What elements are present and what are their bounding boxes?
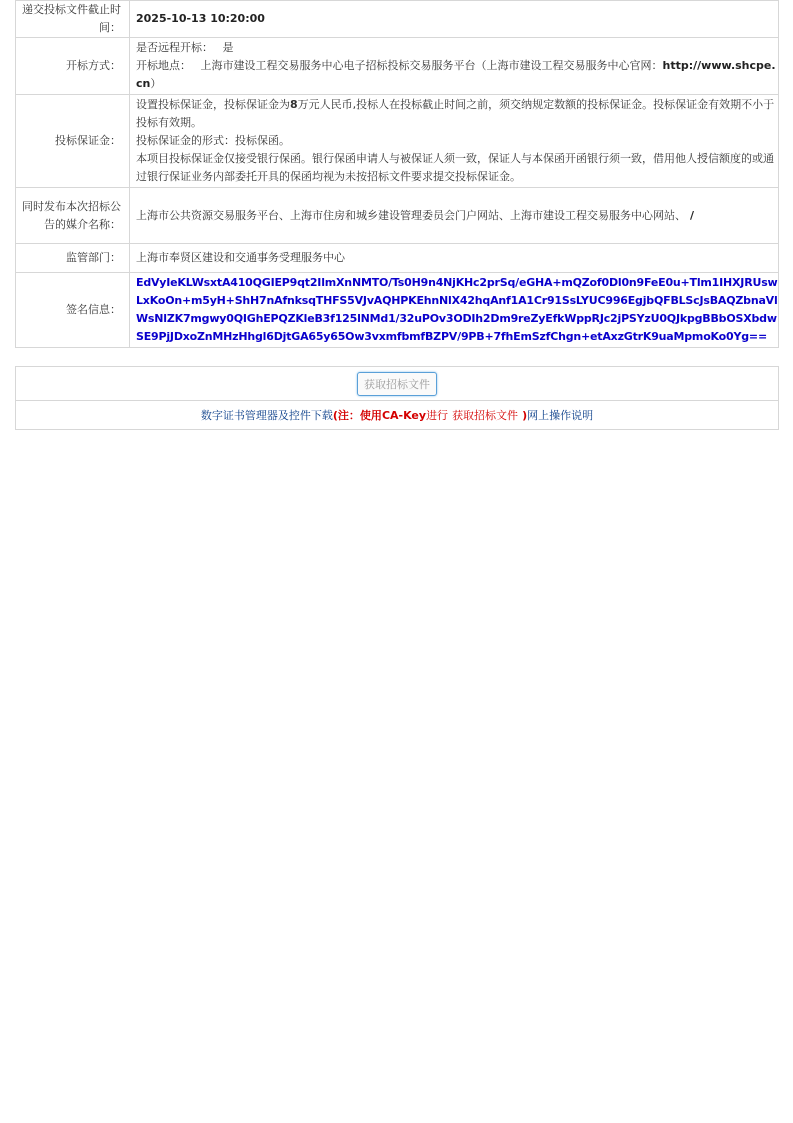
deadline-label: 递交投标文件截止时间： (16, 1, 130, 38)
media-value: 上海市公共资源交易服务平台、上海市住房和城乡建设管理委员会门户网站、上海市建设工程交易服务中心网站、 (136, 208, 686, 222)
signature-label: 签名信息： (16, 273, 130, 348)
supervisor-label: 监管部门： (16, 244, 130, 273)
tender-info-panel (15, 0, 779, 348)
remote-opening-line (136, 39, 778, 57)
note-action: 获取招标文件 (452, 409, 519, 422)
bond-amount: 8 (290, 98, 298, 111)
cert-manager-download-link[interactable]: 数字证书管理器及控件下载 (200, 409, 333, 422)
bond-label: 投标保证金： (16, 95, 130, 188)
supervisor-value: 上海市奉贤区建设和交通事务受理服务中心 (130, 244, 779, 273)
opening-row (16, 38, 779, 95)
remote-opening-value: 是 (222, 41, 234, 54)
download-row (16, 401, 779, 430)
opening-label: 开标方式： (16, 38, 130, 95)
online-guide-link[interactable]: 网上操作说明 (527, 409, 594, 422)
opening-location-label: 开标地点： (136, 59, 191, 72)
get-tender-file-button[interactable]: 获取招标文件 (357, 372, 437, 396)
opening-location-close: ） (150, 77, 162, 90)
opening-location-url[interactable]: http://www.shcpe.cn (136, 59, 776, 90)
get-file-row (16, 367, 779, 401)
deadline-value: 2025-10-13 10:20:00 (136, 12, 265, 25)
note-cakey: CA-Key (381, 409, 427, 422)
media-row (16, 188, 779, 244)
bond-row (16, 95, 779, 188)
bond-line-3: 本项目投标保证金仅接受银行保函。银行保函申请人与被保证人须一致，保证人与本保函开函银行须一致，借用他人授信额度的或通过银行保证业务内部委托开具的保函均视为未按招标文件要求提交投标保证金。 (136, 152, 774, 183)
media-label: 同时发布本次招标公告的媒介名称： (16, 188, 130, 244)
action-table (15, 366, 779, 430)
note-open: (注：使用 (332, 409, 382, 422)
media-slash: / (690, 208, 695, 222)
opening-location-value: 上海市建设工程交易服务中心电子招标投标交易服务平台（上海市建设工程交易服务中心官网： (200, 59, 663, 72)
signature-value: EdVyIeKLWsxtA410QGIEP9qt2IlmXnNMTO/Ts0H9n4NjKHc2prSq/eGHA+mQZof0Dl0n9FeE0u+Tlm1IHXJRUswLxKoOn+m5yH+ShH7nAfnksqTHFS5VJvAQHPKEhnNlX42hqAnf1A1Cr91SsLYUC996EgjbQFBLScJsBAQZbnaVlWsNlZK7mgwy0QIGhEPQZKleB3f125lNMd1/32uPOv3ODIh2Dm9reZyEfkWppRJc2jPSYzU0QJkpgBBbOSXbdwSE9PjJDxoZnMHzHhgl6DjtGA65y65Ow3vxmfbmfBZPV/9PB+7fhEmSzfChgn+etAxzGtrK9uaMpmoKo0Yg== (136, 276, 778, 343)
bond-line-1 (136, 96, 778, 132)
supervisor-row (16, 244, 779, 273)
opening-location-line (136, 57, 778, 93)
note-mid: 进行 (426, 409, 449, 422)
tender-info-table (15, 0, 779, 348)
deadline-row (16, 1, 779, 38)
note-close: ) (522, 409, 528, 422)
remote-opening-label: 是否远程开标： (136, 41, 213, 54)
bond-line-1-pre: 设置投标保证金，投标保证金为 (136, 98, 290, 111)
bond-line-2: 投标保证金的形式：投标保函。 (136, 134, 290, 147)
bond-line-1-post: 万元人民币,投标人在投标截止时间之前，须交纳规定数额的投标保证金。投标保证金有效期不小于投标有效期。 (136, 98, 775, 129)
signature-row (16, 273, 779, 348)
